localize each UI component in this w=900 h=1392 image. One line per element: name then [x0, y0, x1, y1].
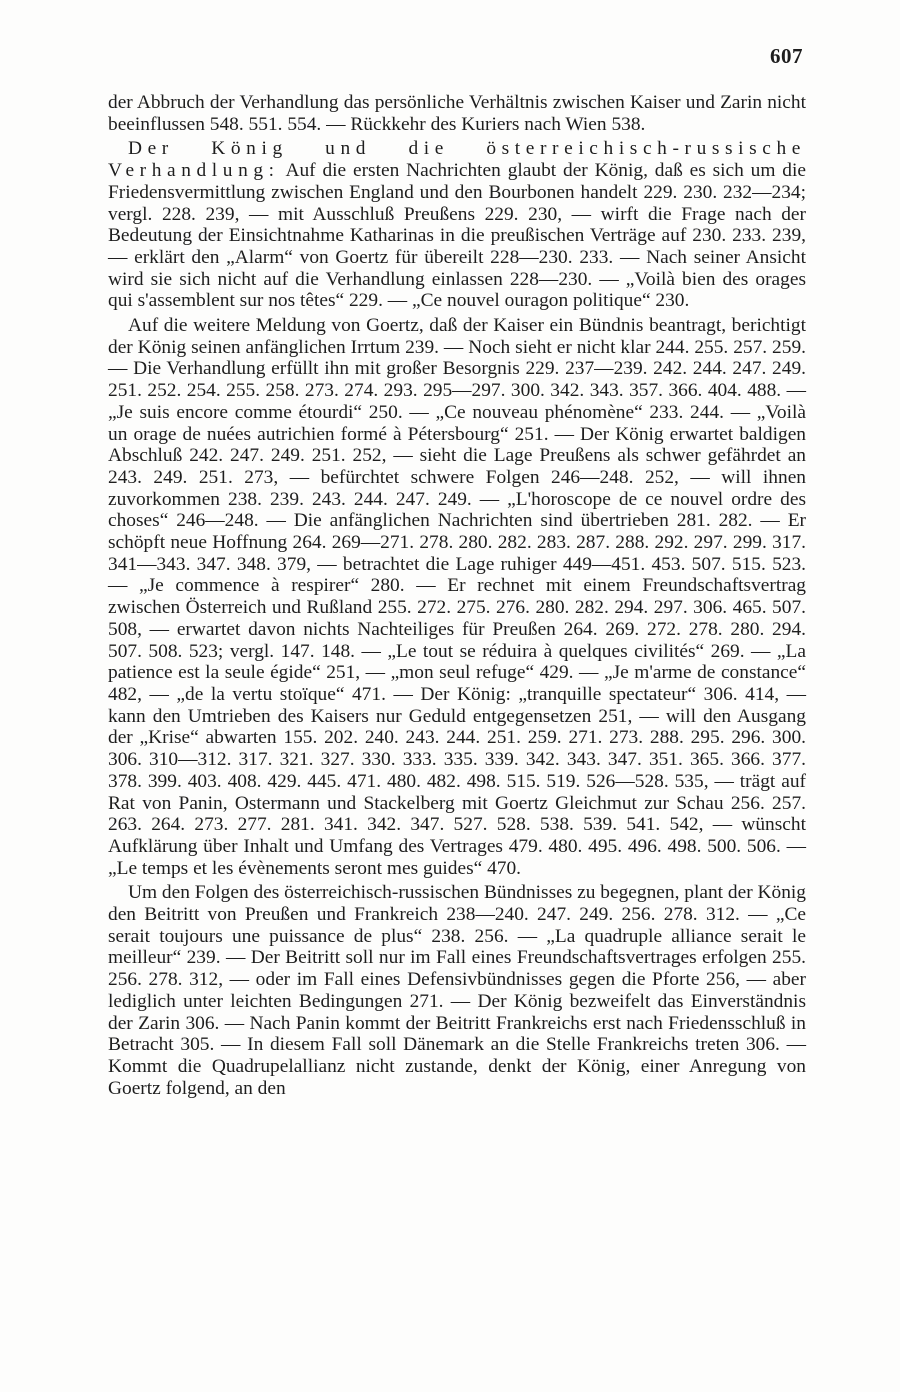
- page-number: 607: [770, 44, 803, 68]
- paragraph-2: [108, 138, 806, 312]
- paragraph-4-text: Um den Folgen des österreichisch-russischen Bündnisses zu begegnen, plant der König den Beitritt von Preußen und Frankreich 238—240. 247. 249. 256. 278. 312. — „Ce serait toujours une puissance de plus“ 238. 256. — „La quadruple alliance serait le meilleur“ 239. — Der Beitritt soll nur im Fall eines Freundschaftsvertrages erfolgen 255. 256. 278. 312, — oder im Fall eines Defensivbündnisses gegen die Pforte 256, — aber lediglich unter leichten Bedingungen 271. — Der König bezweifelt das Einverständnis der Zarin 306. — Nach Panin kommt der Beitritt Frankreichs erst nach Friedensschluß in Betracht 305. — In diesem Fall soll Dänemark an die Stelle Frankreichs treten 306. — Kommt die Quadrupelallianz nicht zustande, denkt der König, einer Anregung von Goertz folgend, an den: [108, 882, 806, 1099]
- paragraph-3-text: Auf die weitere Meldung von Goertz, daß der Kaiser ein Bündnis beantragt, berichtigt der König seinen anfänglichen Irrtum 239. — Noch sieht er nicht klar 244. 255. 257. 259. — Die Verhandlung erfüllt ihn mit großer Besorgnis 229. 237—239. 242. 244. 247. 249. 251. 252. 254. 255. 258. 273. 274. 293. 295—297. 300. 342. 343. 357. 366. 404. 488. — „Je suis encore comme étourdi“ 250. — „Ce nouveau phénomène“ 233. 244. — „Voilà un orage de nuées autrichien formé à Pétersbourg“ 251. — Der König erwartet baldigen Abschluß 242. 247. 249. 251. 252, — sieht die Lage Preußens als schwer gefährdet an 243. 249. 251. 273, — befürchtet schwere Folgen 246—248. 252, — will ihnen zuvorkommen 238. 239. 243. 244. 247. 249. — „L'horoscope de ce nouvel ordre des choses“ 246—248. — Die anfänglichen Nachrichten sind übertrieben 281. 282. — Er schöpft neue Hoffnung 264. 269—271. 278. 280. 282. 283. 287. 288. 292. 297. 299. 317. 341—343. 347. 348. 379, — betrachtet die Lage ruhiger 449—451. 453. 507. 515. 523. — „Je commence à respirer“ 280. — Er rechnet mit einem Freundschaftsvertrag zwischen Österreich und Rußland 255. 272. 275. 276. 280. 282. 294. 297. 306. 465. 507. 508, — erwartet davon nichts Nachteiliges für Preußen 264. 269. 272. 278. 280. 294. 507. 508. 523; vergl. 147. 148. — „Le tout se réduira à quelques civilités“ 269. — „La patience est la seule égide“ 251, — „mon seul refuge“ 429. — „Je m'arme de constance“ 482, — „de la vertu stoïque“ 471. — Der König: „tranquille spectateur“ 306. 414, — kann den Umtrieben des Kaisers nur Geduld entgegensetzen 251, — will den Ausgang der „Krise“ abwarten 155. 202. 240. 243. 244. 251. 259. 271. 273. 288. 295. 296. 300. 306. 310—312. 317. 321. 327. 330. 333. 335. 339. 342. 343. 347. 351. 365. 366. 377. 378. 399. 403. 408. 429. 445. 471. 480. 482. 498. 515. 519. 526—528. 535, — trägt auf Rat von Panin, Ostermann und Stackelberg mit Goertz Gleichmut zur Schau 256. 257. 263. 264. 273. 277. 281. 341. 342. 347. 527. 528. 538. 539. 541. 542, — wünscht Aufklärung über Inhalt und Umfang des Vertrages 479. 480. 495. 496. 498. 500. 506. — „Le temps et les évènements seront mes guides“ 470.: [108, 315, 806, 879]
- paragraph-2-text: Auf die ersten Nachrichten glaubt der König, daß es sich um die Friedensvermittlung zwischen England und den Bourbonen handelt 229. 230. 232—234; vergl. 228. 239, — mit Ausschluß Preußens 229. 230, — wirft die Frage nach der Bedeutung der Einsichtnahme Katharinas in die preußischen Verträge auf 230. 233. 239, — erklärt den „Alarm“ von Goertz für übereilt 228—230. 233. — Nach seiner Ansicht wird sie sich nicht auf die Verhandlung einlassen 228—230. — „Voilà bien des orages qui s'assemblent sur nos têtes“ 229. — „Ce nouvel ouragon politique“ 230.: [108, 160, 806, 312]
- paragraph-3: [108, 315, 806, 879]
- section-heading: Der König und die österreichisch-russische Verhandlung:: [108, 138, 806, 182]
- paragraph-1: [108, 92, 806, 135]
- body-text: [108, 92, 806, 1102]
- paragraph-1-text: der Abbruch der Verhandlung das persönliche Verhältnis zwischen Kaiser und Zarin nicht beeinflussen 548. 551. 554. — Rückkehr des Kuriers nach Wien 538.: [108, 92, 806, 135]
- paragraph-4: [108, 882, 806, 1099]
